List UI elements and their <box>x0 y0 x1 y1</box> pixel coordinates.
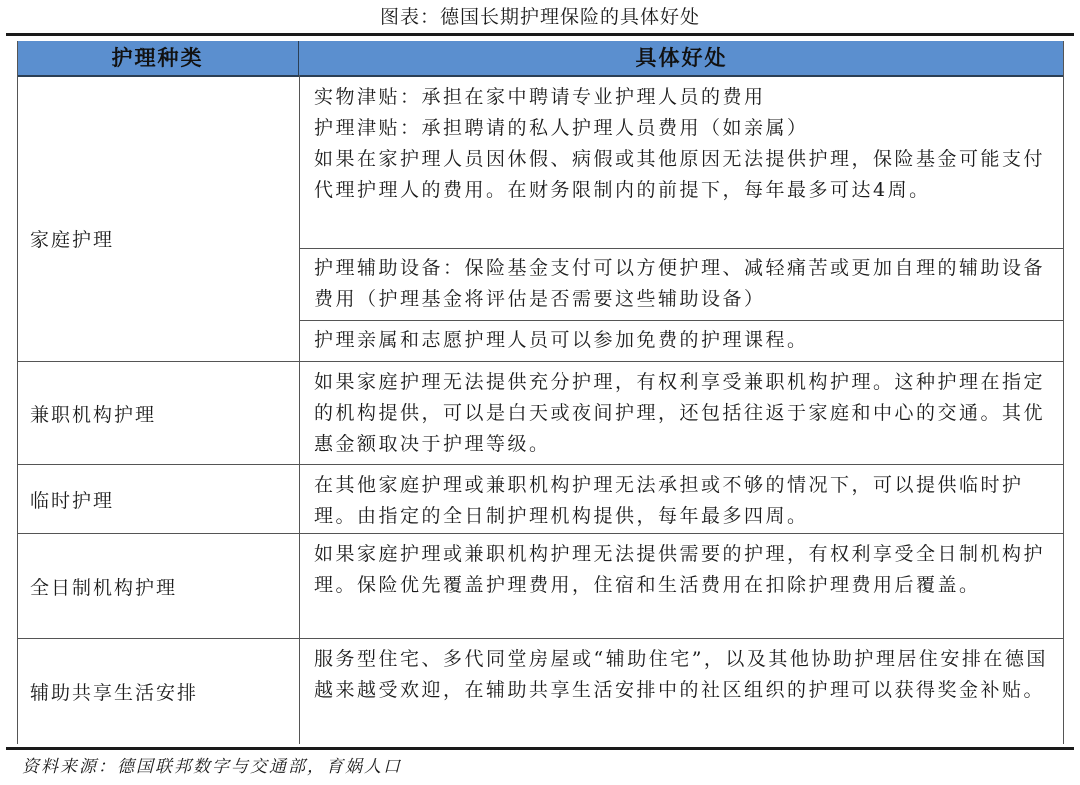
table-border-left <box>17 41 18 744</box>
detail-home-care-allowances <box>299 77 1064 248</box>
table-border-right <box>1063 41 1064 744</box>
detail-line: 如果家庭护理无法提供充分护理，有权利享受兼职机构护理。这种护理在指定的机构提供，可以是白天或夜间护理，还包括往返于家庭和中心的交通。其优惠金额取决于护理等级。 <box>314 371 1046 455</box>
category-part-time-care: 兼职机构护理 <box>30 403 157 426</box>
bottom-rule <box>6 747 1074 750</box>
benefits-table <box>17 41 1064 744</box>
detail-part-time-care <box>299 362 1064 464</box>
detail-line: 实物津贴：承担在家中聘请专业护理人员的费用 <box>314 86 766 108</box>
category-home-care: 家庭护理 <box>30 228 115 251</box>
header-care-type: 护理种类 <box>17 41 299 75</box>
detail-full-time-care <box>299 534 1064 638</box>
top-rule <box>6 33 1074 36</box>
category-full-time-care: 全日制机构护理 <box>30 576 178 599</box>
detail-home-care-courses <box>299 320 1064 361</box>
source-note: 资料来源：德国联邦数字与交通部，育娲人口 <box>22 757 402 777</box>
detail-temporary-care <box>299 465 1064 533</box>
detail-line: 如果在家护理人员因休假、病假或其他原因无法提供护理，保险基金可能支付代理护理人的费用。在财务限制内的前提下，每年最多可达4周。 <box>314 148 1046 201</box>
detail-line: 服务型住宅、多代同堂房屋或“辅助住宅”，以及其他协助护理居住安排在德国越来越受欢迎，在辅助共享生活安排中的社区组织的护理可以获得奖金补贴。 <box>314 648 1048 701</box>
category-assisted-living: 辅助共享生活安排 <box>30 682 199 704</box>
detail-line: 护理辅助设备：保险基金支付可以方便护理、减轻痛苦或更加自理的辅助设备费用（护理基金将评估是否需要这些辅助设备） <box>314 257 1046 310</box>
detail-assisted-living <box>299 639 1064 744</box>
column-divider <box>299 75 300 744</box>
detail-line: 如果家庭护理或兼职机构护理无法提供需要的护理，有权利享受全日制机构护理。保险优先覆盖护理费用，住宿和生活费用在扣除护理费用后覆盖。 <box>314 543 1046 596</box>
header-benefits: 具体好处 <box>299 41 1064 75</box>
category-temporary-care: 临时护理 <box>30 489 115 512</box>
detail-home-care-aids <box>299 248 1064 320</box>
detail-line: 护理津贴：承担聘请的私人护理人员费用（如亲属） <box>314 117 809 139</box>
detail-line: 在其他家庭护理或兼职机构护理无法承担或不够的情况下，可以提供临时护理。由指定的全日制护理机构提供，每年最多四周。 <box>314 474 1024 527</box>
table-caption: 图表：德国长期护理保险的具体好处 <box>379 6 700 28</box>
detail-line: 护理亲属和志愿护理人员可以参加免费的护理课程。 <box>314 329 809 351</box>
